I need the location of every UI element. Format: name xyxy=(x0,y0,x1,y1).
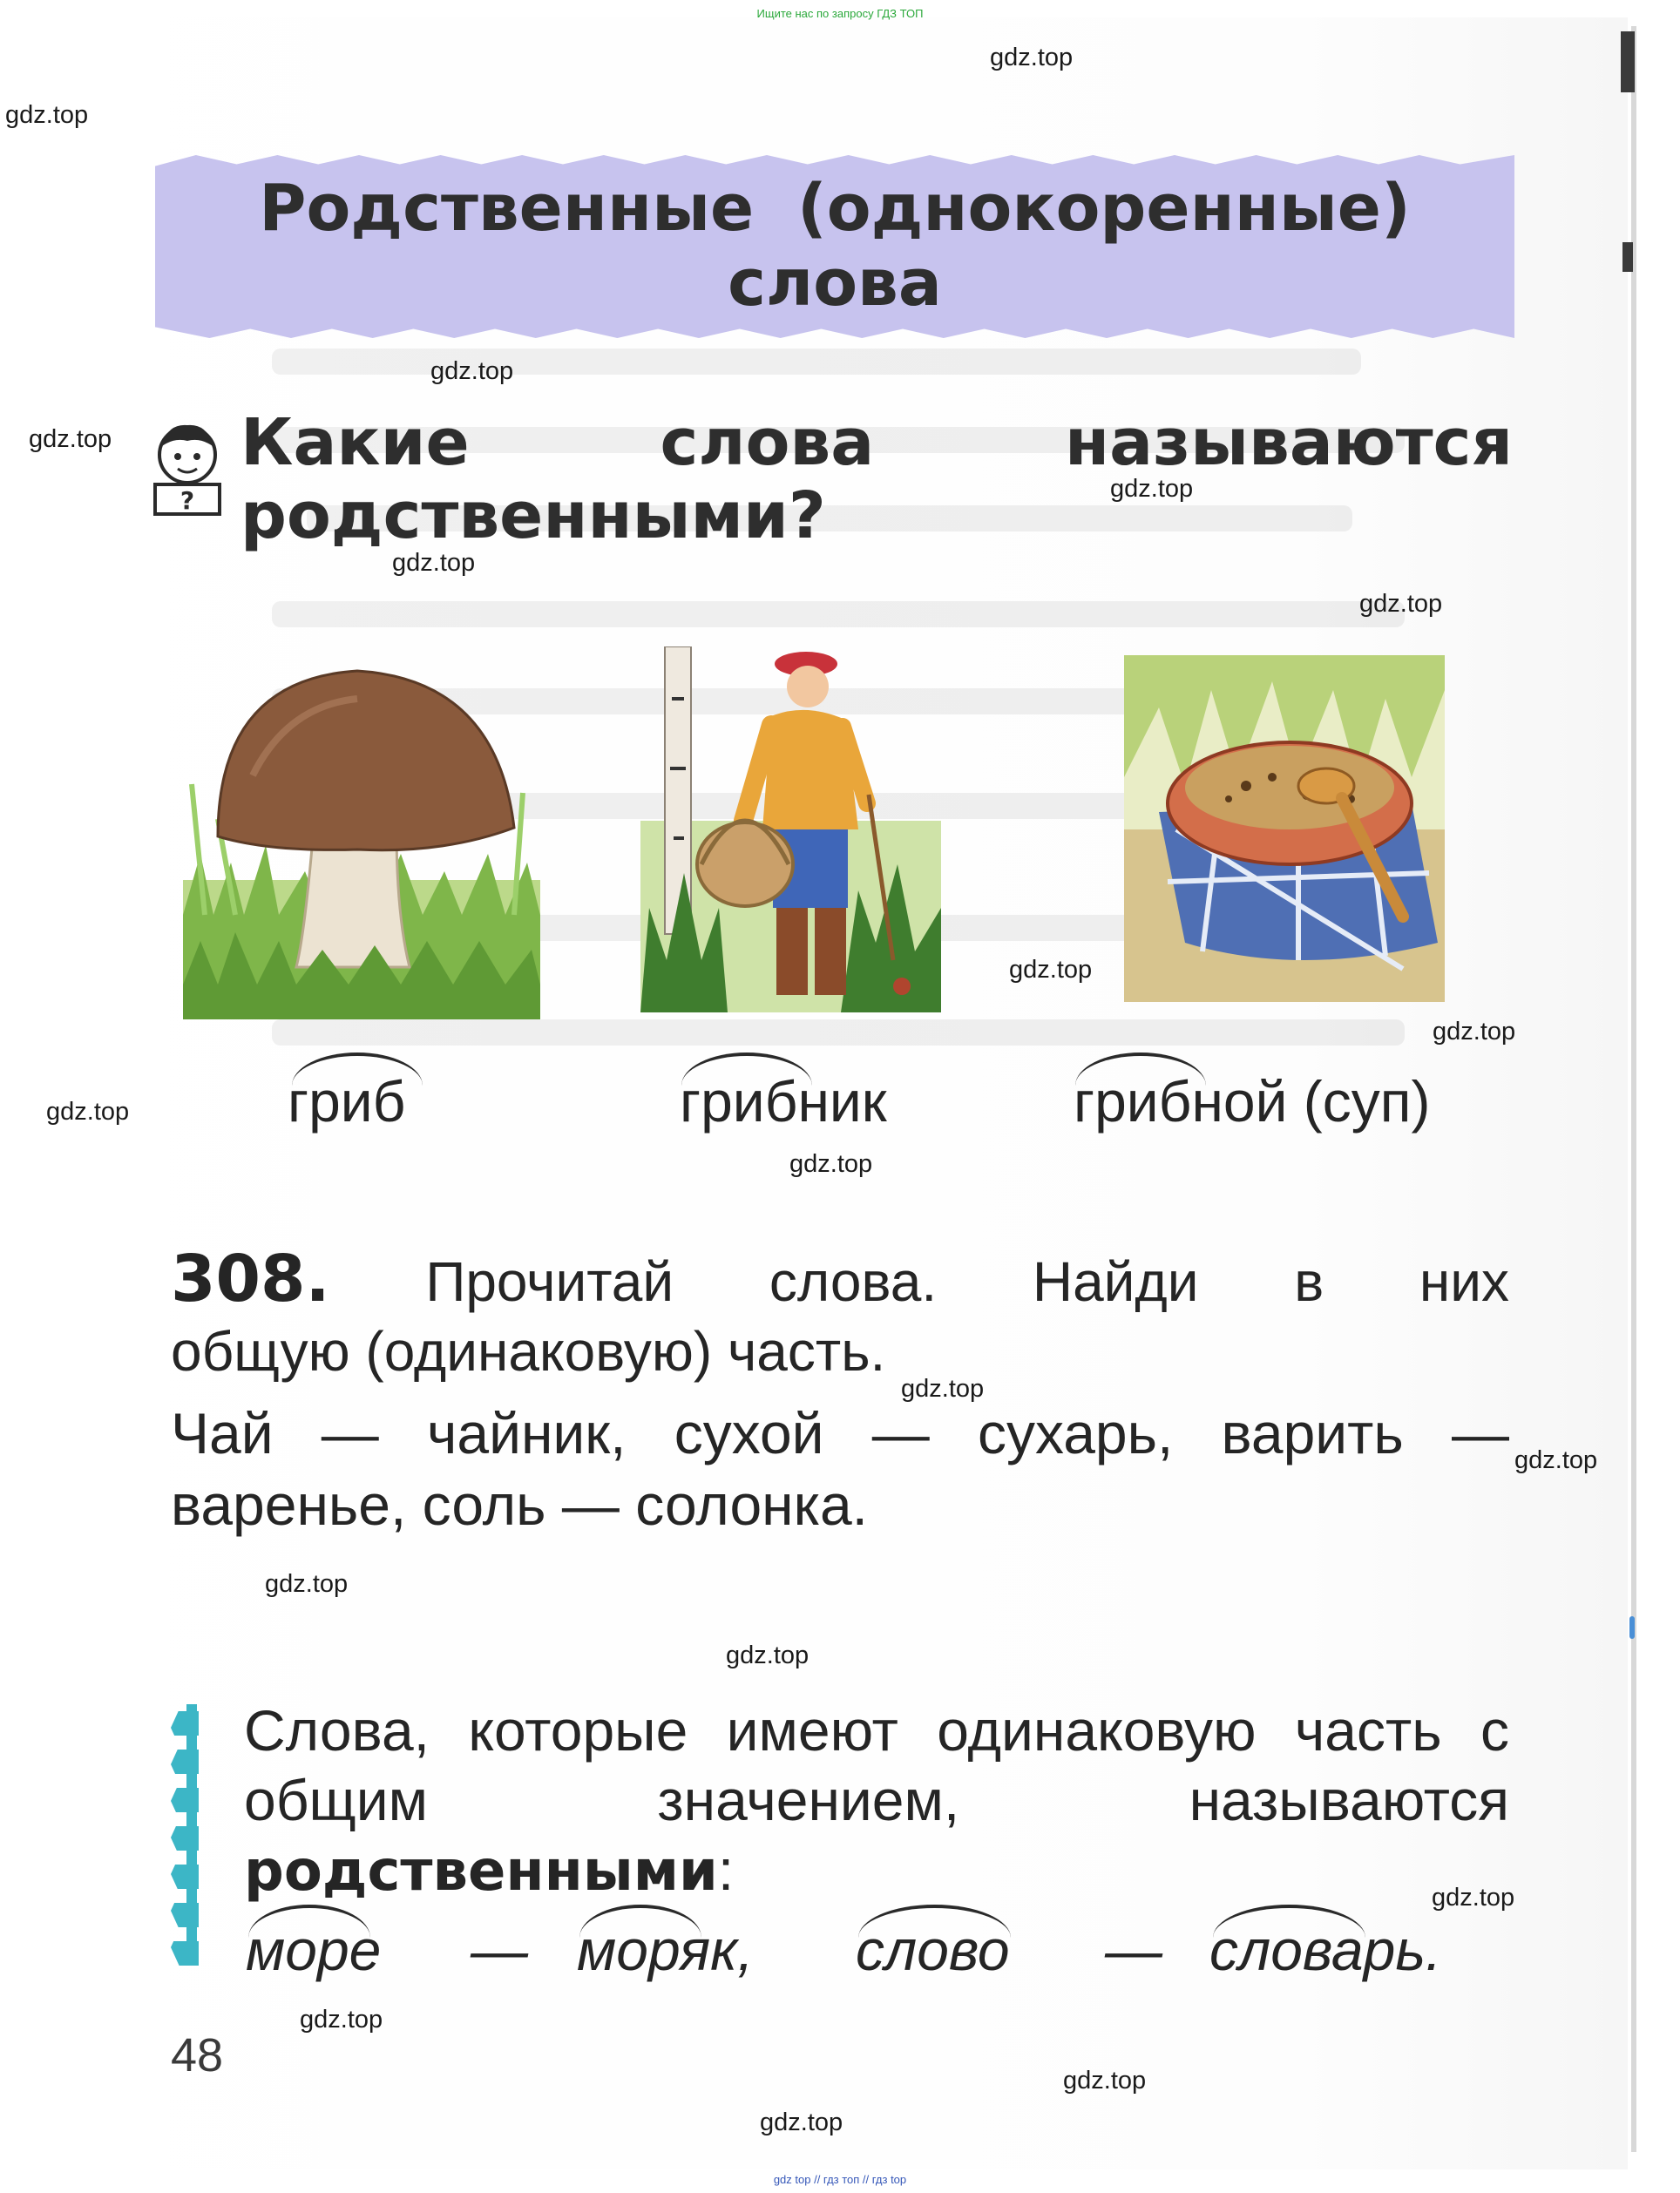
watermark: gdz.top xyxy=(760,2108,843,2136)
example-dash: — xyxy=(471,1918,528,1982)
exercise-words: Чай — чайник, сухой — сухарь, варить — варенье, соль — солонка. xyxy=(171,1401,1509,1537)
watermark: gdz.top xyxy=(1063,2067,1147,2095)
exercise-number: 308. xyxy=(171,1242,330,1316)
watermark: gdz.top xyxy=(1359,590,1443,618)
edge-mark xyxy=(1621,31,1635,92)
watermark: gdz.top xyxy=(430,357,514,385)
watermark: gdz.top xyxy=(789,1150,873,1178)
page-edge xyxy=(1631,26,1636,2152)
watermark: gdz.top xyxy=(1432,1884,1515,1912)
example-slovo: слово xyxy=(856,1918,1010,1982)
watermark: gdz.top xyxy=(300,2006,383,2034)
page-title xyxy=(155,171,1514,321)
watermark: gdz.top xyxy=(46,1098,130,1126)
rule-text xyxy=(244,1696,1509,1906)
watermark: gdz.top xyxy=(5,101,89,129)
watermark: gdz.top xyxy=(29,425,112,453)
title-line-2: слова xyxy=(728,246,942,321)
site-note: Ищите нас по запросу ГДЗ ТОП xyxy=(756,7,924,20)
watermark: gdz.top xyxy=(265,1570,349,1598)
watermark: gdz.top xyxy=(392,549,476,577)
page-number: 48 xyxy=(171,2029,224,2081)
watermark: gdz.top xyxy=(990,44,1074,71)
exercise-instruction xyxy=(171,1244,1509,1316)
mushroom-soup-illustration xyxy=(1124,655,1445,1002)
edge-dot xyxy=(1629,1616,1635,1639)
example-dash: — xyxy=(1105,1918,1162,1982)
instruction-line-1: Прочитай слова. Найди в них xyxy=(425,1250,1510,1313)
svg-text:?: ? xyxy=(180,486,195,515)
thinking-boy-icon xyxy=(150,420,225,518)
edge-mark xyxy=(1622,242,1633,272)
watermark: gdz.top xyxy=(1433,1018,1516,1046)
example-moryak: моряк, xyxy=(577,1918,754,1982)
word-grib: гриб xyxy=(288,1069,406,1134)
watermark: gdz.top xyxy=(726,1641,810,1669)
rule-term: родственными xyxy=(244,1839,718,1904)
title-line-1: Родственные (однокоренные) xyxy=(259,171,1411,246)
exercise-308 xyxy=(171,1244,1509,1386)
word-gribnik: грибник xyxy=(680,1069,887,1134)
site-footer-note: gdz top // гдз топ // гдз top xyxy=(773,2173,907,2186)
watermark: gdz.top xyxy=(1514,1446,1598,1474)
question-heading: Какие слова называются родственными? xyxy=(240,405,1513,553)
example-slovar: словарь. xyxy=(1209,1918,1442,1982)
rule-colon: : xyxy=(717,1838,735,1902)
example-more: море xyxy=(246,1918,382,1982)
rule-body: Слова, которые имеют одинаковую часть с общим значением, называются xyxy=(244,1698,1509,1832)
watermark: gdz.top xyxy=(1110,475,1194,503)
watermark: gdz.top xyxy=(1009,956,1093,984)
watermark: gdz.top xyxy=(901,1375,985,1403)
word-gribnoy-sup: грибной (суп) xyxy=(1074,1069,1431,1134)
mushroom-picker-illustration xyxy=(640,646,941,1012)
mushroom-illustration xyxy=(183,653,540,1019)
instruction-line-2: общую (одинаковую) часть. xyxy=(171,1320,886,1383)
